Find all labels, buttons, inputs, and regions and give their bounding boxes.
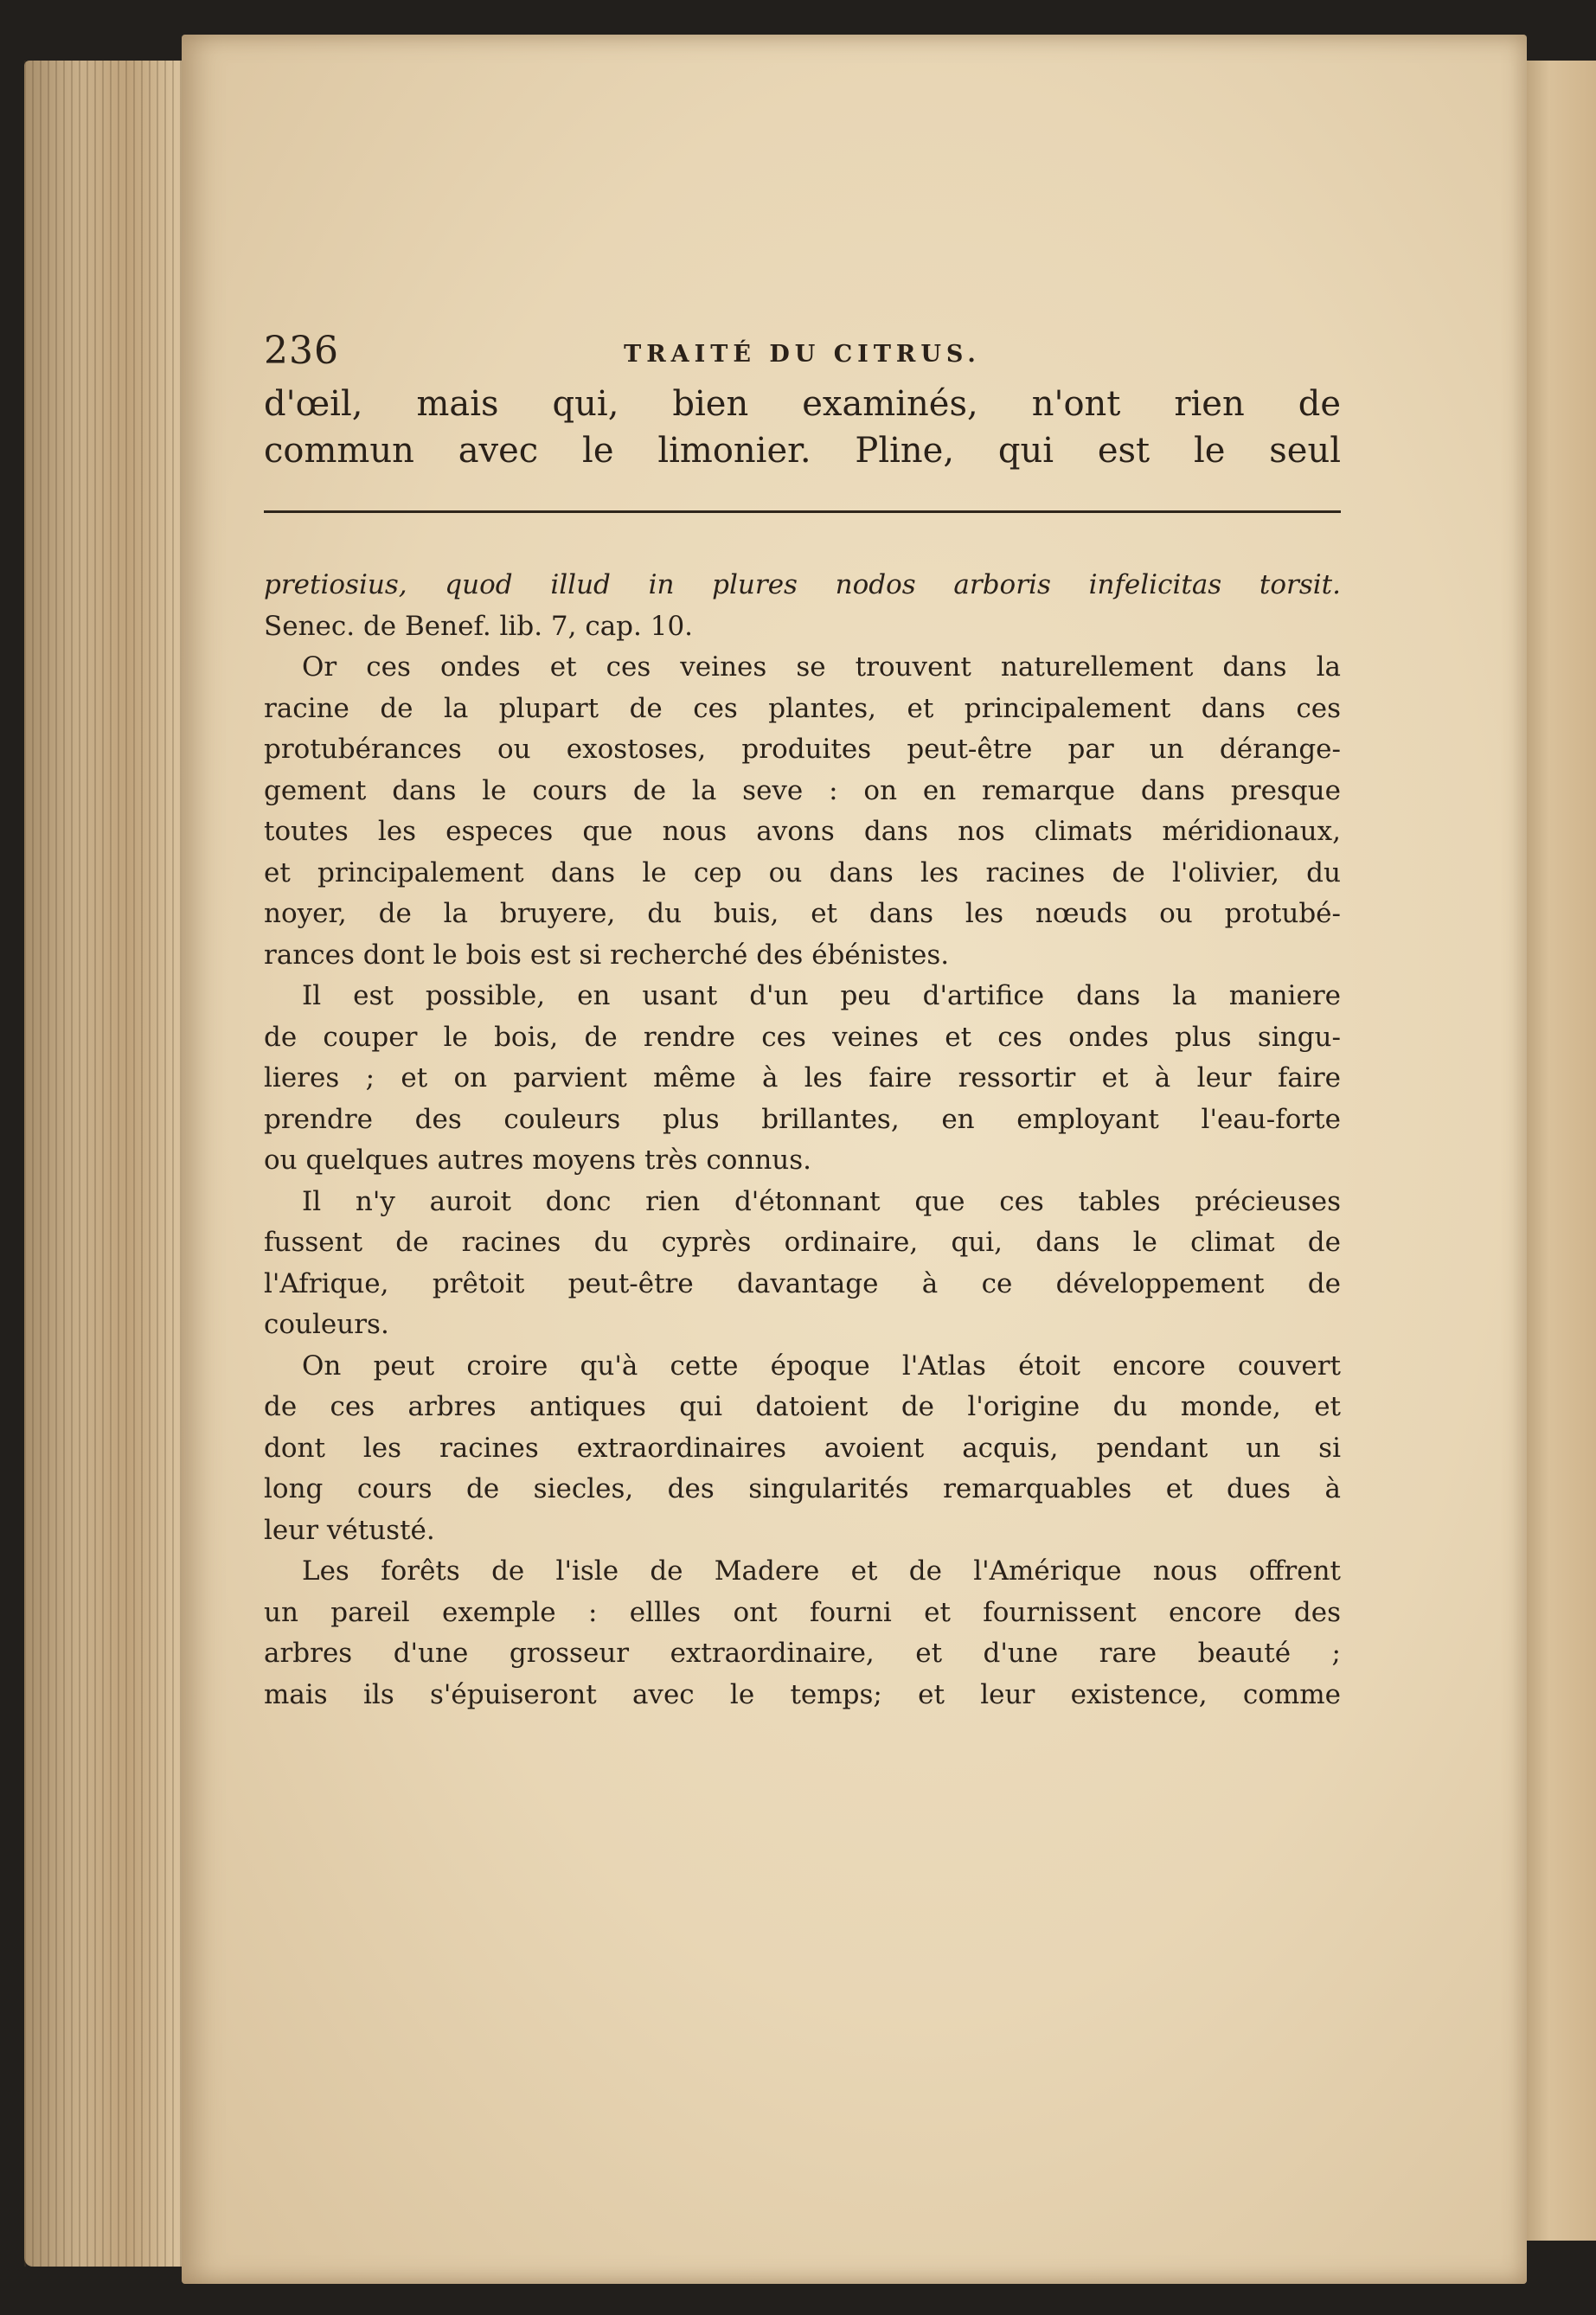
main-text (264, 381, 1341, 474)
running-head (264, 329, 1341, 381)
footnote-line: de couper le bois, de rendre ces veines et ces ondes plus singu- (264, 1021, 1341, 1053)
footnote-line: mais ils s'épuiseront avec le temps; et leur existence, comme (264, 1678, 1341, 1710)
footnote-line: leur vétusté. (264, 1514, 435, 1546)
footnote-line: long cours de siecles, des singularités remarquables et dues à (264, 1473, 1341, 1504)
footnote-line: racine de la plupart de ces plantes, et principalement dans ces (264, 692, 1341, 724)
footnote-line: et principalement dans le cep ou dans les racines de l'olivier, du (264, 856, 1341, 888)
footnote-line: On peut croire qu'à cette époque l'Atlas étoit encore couvert (302, 1350, 1341, 1382)
footnote-line: Or ces ondes et ces veines se trouvent naturellement dans la (302, 651, 1341, 683)
main-text-line: commun avec le limonier. Pline, qui est le seul (264, 431, 1341, 471)
footnote-line: couleurs. (264, 1309, 389, 1340)
footnote-line: dont les racines extraordinaires avoient acquis, pendant un si (264, 1432, 1341, 1464)
main-text-line: d'œil, mais qui, bien examinés, n'ont rien de (264, 384, 1341, 424)
footnote-quote-line: pretiosius, quod illud in plures nodos arboris infelicitas torsit. (264, 569, 1341, 600)
facing-page-edge (1518, 61, 1596, 2241)
footnote-line: arbres d'une grosseur extraordinaire, et d'une rare beauté ; (264, 1638, 1341, 1669)
footnote-line: protubérances ou exostoses, produites peut-être par un dérange- (264, 734, 1341, 765)
footnote-line: toutes les especes que nous avons dans nos climats méridionaux, (264, 816, 1341, 847)
footnote-line: fussent de racines du cyprès ordinaire, qui, dans le climat de (264, 1227, 1341, 1258)
footnote-line: l'Afrique, prêtoit peut-être davantage à ce développement de (264, 1267, 1341, 1299)
footnote-rule (264, 510, 1341, 513)
footnote-line: de ces arbres antiques qui datoient de l'origine du monde, et (264, 1391, 1341, 1422)
running-title: TRAITÉ DU CITRUS. (624, 341, 981, 368)
footnote-line: un pareil exemple : ellles ont fourni et fournissent encore des (264, 1596, 1341, 1628)
page-number: 236 (264, 329, 339, 373)
footnote-citation-line: Senec. de Benef. lib. 7, cap. 10. (264, 610, 694, 642)
footnote-line: noyer, de la bruyere, du buis, et dans les nœuds ou protubé- (264, 898, 1341, 929)
footnote-line: Il est possible, en usant d'un peu d'artifice dans la maniere (302, 980, 1341, 1011)
footnote-line: Les forêts de l'isle de Madere et de l'Amérique nous offrent (302, 1555, 1341, 1587)
footnote-line: gement dans le cours de la seve : on en remarque dans presque (264, 774, 1341, 806)
footnote-line: Il n'y auroit donc rien d'étonnant que ces tables précieuses (302, 1185, 1341, 1217)
footnote-line: prendre des couleurs plus brillantes, en employant l'eau-forte (264, 1103, 1341, 1135)
footnote-line: ou quelques autres moyens très connus. (264, 1145, 812, 1176)
text-block (264, 329, 1341, 1715)
footnote-line: rances dont le bois est si recherché des ébénistes. (264, 939, 950, 971)
footnote-line: lieres ; et on parvient même à les faire ressortir et à leur faire (264, 1062, 1341, 1093)
footnote (264, 565, 1341, 1715)
